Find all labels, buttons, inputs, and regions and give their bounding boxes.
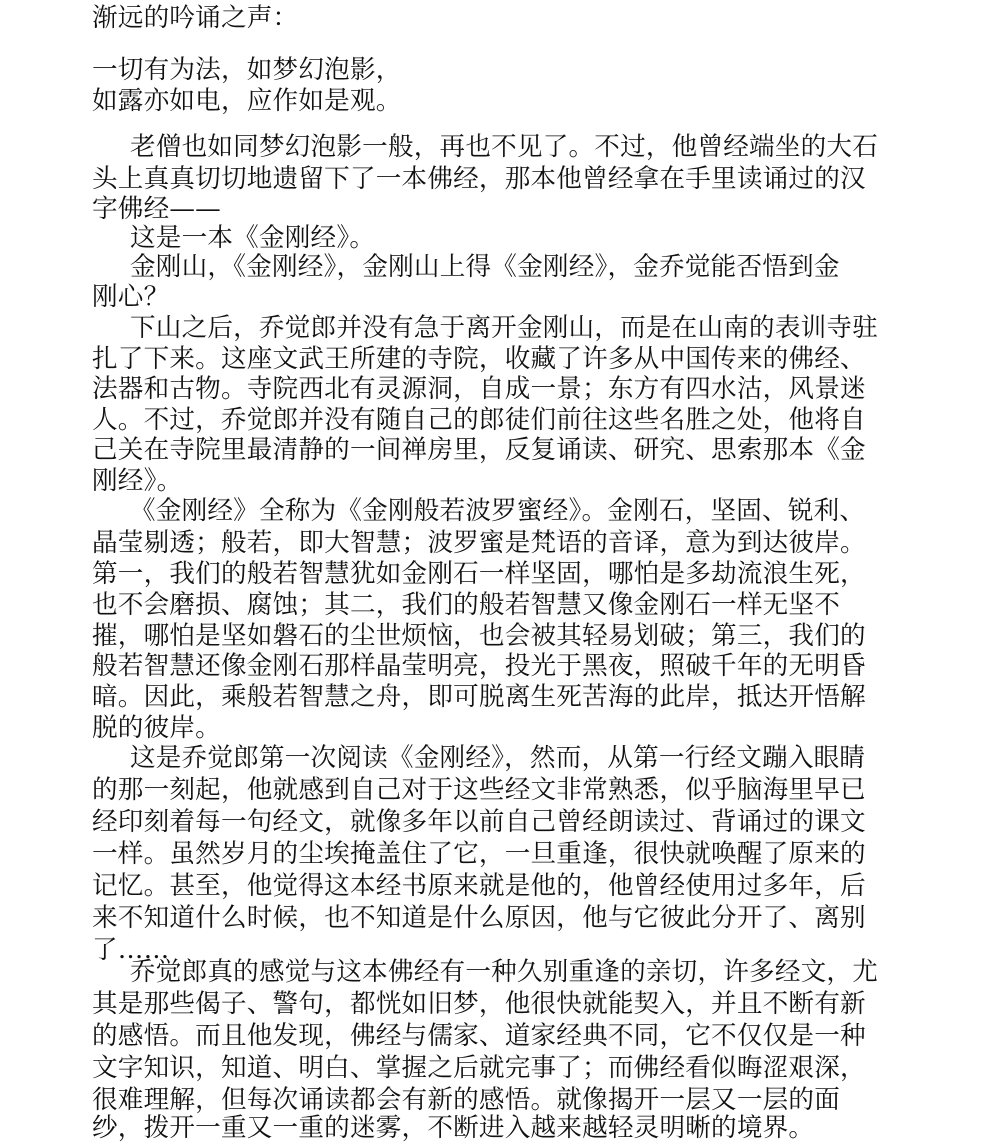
paragraph-first-line: 《金刚经》全称为《金刚般若波罗蜜经》。金刚石，坚固、锐利、 [130,496,866,526]
paragraph-first-line: 下山之后，乔觉郎并没有急于离开金刚山，而是在山南的表训寺驻 [130,313,879,343]
text-line: 己关在寺院里最清静的一间禅房里，反复诵读、研究、思索那本《金 [92,435,866,465]
text-line: 一样。虽然岁月的尘埃掩盖住了它，一旦重逢，很快就唤醒了原来的 [92,839,866,869]
text-line: 也不会磨损、腐蚀；其二，我们的般若智慧又像金刚石一样无坚不 [92,590,841,620]
text-line: 脱的彼岸。 [92,713,221,743]
paragraph-first-line: 金刚山，《金刚经》，金刚山上得《金刚经》，金乔觉能否悟到金 [130,252,840,282]
text-line: 渐远的吟诵之声： [92,3,299,33]
text-line: 很难理解，但每次诵读都会有新的感悟。就像揭开一层又一层的面 [92,1085,841,1115]
text-line: 的那一刻起，他就感到自己对于这些经文非常熟悉，似乎脑海里早已 [92,775,866,805]
text-line: 字佛经—— [92,194,221,224]
text-line: 晶莹剔透；般若，即大智慧；波罗蜜是梵语的音译，意为到达彼岸。 [92,528,866,558]
text-line: 记忆。甚至，他觉得这本经书原来就是他的，他曾经使用过多年，后 [92,871,866,901]
text-line: 了…… [92,935,170,965]
paragraph-first-line: 这是乔觉郎第一次阅读《金刚经》，然而，从第一行经文蹦入眼睛 [130,743,866,773]
text-line: 摧，哪怕是坚如磐石的尘世烦恼，也会被其轻易划破；第三，我们的 [92,621,866,651]
paragraph-first-line: 乔觉郎真的感觉与这本佛经有一种久别重逢的亲切，许多经文，尤 [130,957,879,987]
text-line: 暗。因此，乘般若智慧之舟，即可脱离生死苦海的此岸，抵达开悟解 [92,682,866,712]
verse-line: 一切有为法，如梦幻泡影， [92,55,402,85]
text-line: 刚经》。 [92,466,183,496]
text-line: 第一，我们的般若智慧犹如金刚石一样坚固，哪怕是多劫流浪生死， [92,559,866,589]
text-line: 其是那些偈子、警句，都恍如旧梦，他很快就能契入，并且不断有新 [92,989,866,1019]
text-line: 来不知道什么时候，也不知道是什么原因，他与它彼此分开了、离别 [92,903,866,933]
paragraph-first-line: 老僧也如同梦幻泡影一般，再也不见了。不过，他曾经端坐的大石 [130,132,879,162]
text-line: 法器和古物。寺院西北有灵源洞，自成一景；东方有四水沽，风景迷 [92,374,866,404]
text-line: 刚心？ [92,282,170,312]
text-line: 纱，拨开一重又一重的迷雾，不断进入越来越轻灵明晰的境界。 [92,1113,815,1143]
text-line: 人。不过，乔觉郎并没有随自己的郎徒们前往这些名胜之处，他将自 [92,405,866,435]
text-line: 般若智慧还像金刚石那样晶莹明亮，投光于黑夜，照破千年的无明昏 [92,651,866,681]
verse-line: 如露亦如电，应作如是观。 [92,86,402,116]
text-line: 文字知识，知道、明白、掌握之后就完事了；而佛经看似晦涩艰深， [92,1053,866,1083]
text-line: 扎了下来。这座文武王所建的寺院，收藏了许多从中国传来的佛经、 [92,344,866,374]
text-line: 经印刻着每一句经文，就像多年以前自己曾经朗读过、背诵过的课文 [92,807,866,837]
text-line: 头上真真切切地遗留下了一本佛经，那本他曾经拿在手里读诵过的汉 [92,164,866,194]
paragraph-first-line: 这是一本《金刚经》。 [130,223,376,253]
text-line: 的感悟。而且他发现，佛经与儒家、道家经典不同，它不仅仅是一种 [92,1021,866,1051]
